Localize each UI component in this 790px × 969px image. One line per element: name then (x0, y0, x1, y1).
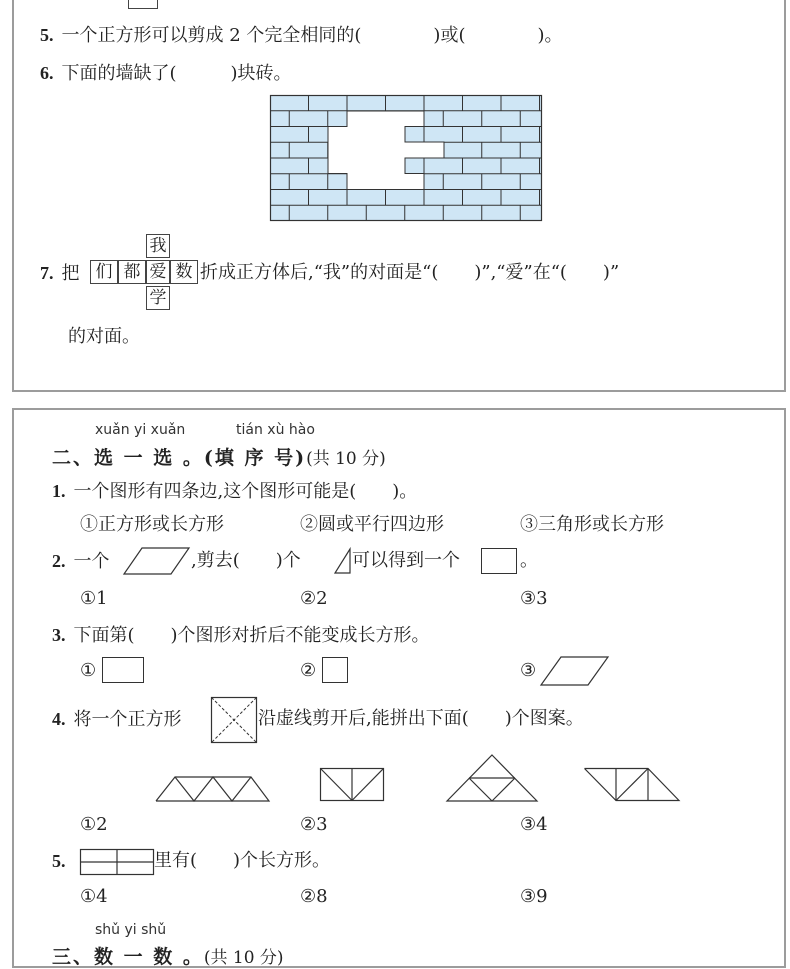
option-3[interactable] (520, 660, 536, 682)
section-2-title (52, 443, 386, 470)
net-cell: 数 (170, 260, 198, 284)
net-cell: 爱 (146, 260, 170, 284)
pinyin-annotation: tián xù hào (236, 422, 315, 438)
question-6 (40, 62, 292, 85)
option-2-square-figure (322, 657, 348, 683)
net-cell-top: 我 (146, 234, 170, 258)
question-7 (40, 262, 80, 285)
section-title-text: 二、选 一 选 。(填 序 号) (52, 447, 307, 469)
question-7-suffix: 折成正方体后,“我”的对面是“( )”,“爱”在“( )” (200, 262, 620, 283)
option-2[interactable]: ②2 (300, 588, 328, 609)
section-score: (共 10 分) (306, 449, 386, 469)
net-cell: 们 (90, 260, 118, 284)
section-3-title (52, 942, 284, 969)
question-number: 3. (52, 625, 66, 645)
rectangle-figure (481, 548, 517, 574)
option-1[interactable]: ①1 (80, 588, 108, 609)
question-text: 将一个正方形 (73, 709, 182, 730)
question-number: 1. (52, 481, 66, 501)
s2-question-3 (52, 624, 430, 647)
option-2[interactable]: ②3 (300, 814, 328, 835)
option-1[interactable]: ①正方形或长方形 (80, 514, 224, 535)
question-number: 6. (40, 63, 54, 83)
question-text: 里有( )个长方形。 (154, 850, 331, 871)
question-number: 5. (52, 851, 66, 871)
three-rectangles-strip-figure (80, 849, 154, 875)
net-cell-bottom: 学 (146, 286, 170, 310)
question-text: 下面的墙缺了( )块砖。 (61, 63, 292, 84)
pinyin-annotation: shǔ yi shǔ (95, 922, 167, 938)
pattern-2-figure (320, 768, 384, 802)
question-text: 。 (520, 550, 538, 571)
question-number: 7. (40, 263, 54, 283)
square-dashed-diagonals-figure (211, 697, 257, 743)
brick-wall-figure (270, 95, 542, 221)
question-text: 可以得到一个 (352, 550, 460, 571)
option-2[interactable] (300, 660, 316, 682)
question-prefix: 把 (61, 263, 80, 284)
option-1-rectangle-figure (102, 657, 144, 683)
question-text: 一个正方形可以剪成 2 个完全相同的( )或( )。 (61, 25, 563, 46)
s2-question-1 (52, 480, 417, 503)
question-text: 一个图形有四条边,这个图形可能是( )。 (73, 481, 418, 502)
cut-off-shape (128, 0, 158, 9)
option-1[interactable] (80, 660, 96, 682)
question-5 (40, 24, 562, 47)
section-score: (共 10 分) (203, 948, 284, 968)
question-number: 2. (52, 551, 66, 571)
option-label: ③ (520, 660, 537, 681)
s2-question-2 (52, 550, 110, 573)
option-1[interactable]: ①2 (80, 814, 108, 835)
option-label: ① (80, 660, 97, 681)
question-text: 下面第( )个图形对折后不能变成长方形。 (73, 625, 430, 646)
question-number: 4. (52, 709, 66, 729)
triangle-piece-figure (334, 548, 352, 574)
pinyin-annotation: xuǎn yi xuǎn (95, 422, 186, 438)
section-title-text: 三、数 一 数 。 (52, 946, 204, 968)
net-cell: 都 (118, 260, 146, 284)
option-2[interactable]: ②8 (300, 886, 328, 907)
brick-wall (270, 95, 542, 221)
s2-question-4 (52, 708, 182, 731)
question-text: ,剪去( )个 (191, 550, 301, 571)
option-label: ② (300, 660, 317, 681)
option-3[interactable]: ③3 (520, 588, 548, 609)
parallelogram-figure (124, 547, 190, 575)
option-1[interactable]: ①4 (80, 886, 108, 907)
question-7-line2: 的对面。 (68, 326, 140, 347)
option-3[interactable]: ③三角形或长方形 (520, 514, 664, 535)
pattern-3-figure (446, 754, 538, 802)
question-number: 5. (40, 25, 54, 45)
pattern-4-figure (584, 768, 680, 802)
option-3[interactable]: ③4 (520, 814, 548, 835)
option-2[interactable]: ②圆或平行四边形 (300, 514, 444, 535)
s2-question-5-number (52, 850, 74, 873)
question-text: 沿虚线剪开后,能拼出下面( )个图案。 (258, 708, 584, 729)
option-3[interactable]: ③9 (520, 886, 548, 907)
pattern-1-figure (156, 776, 270, 802)
question-text: 一个 (73, 551, 110, 572)
option-3-parallelogram-figure (541, 656, 609, 686)
